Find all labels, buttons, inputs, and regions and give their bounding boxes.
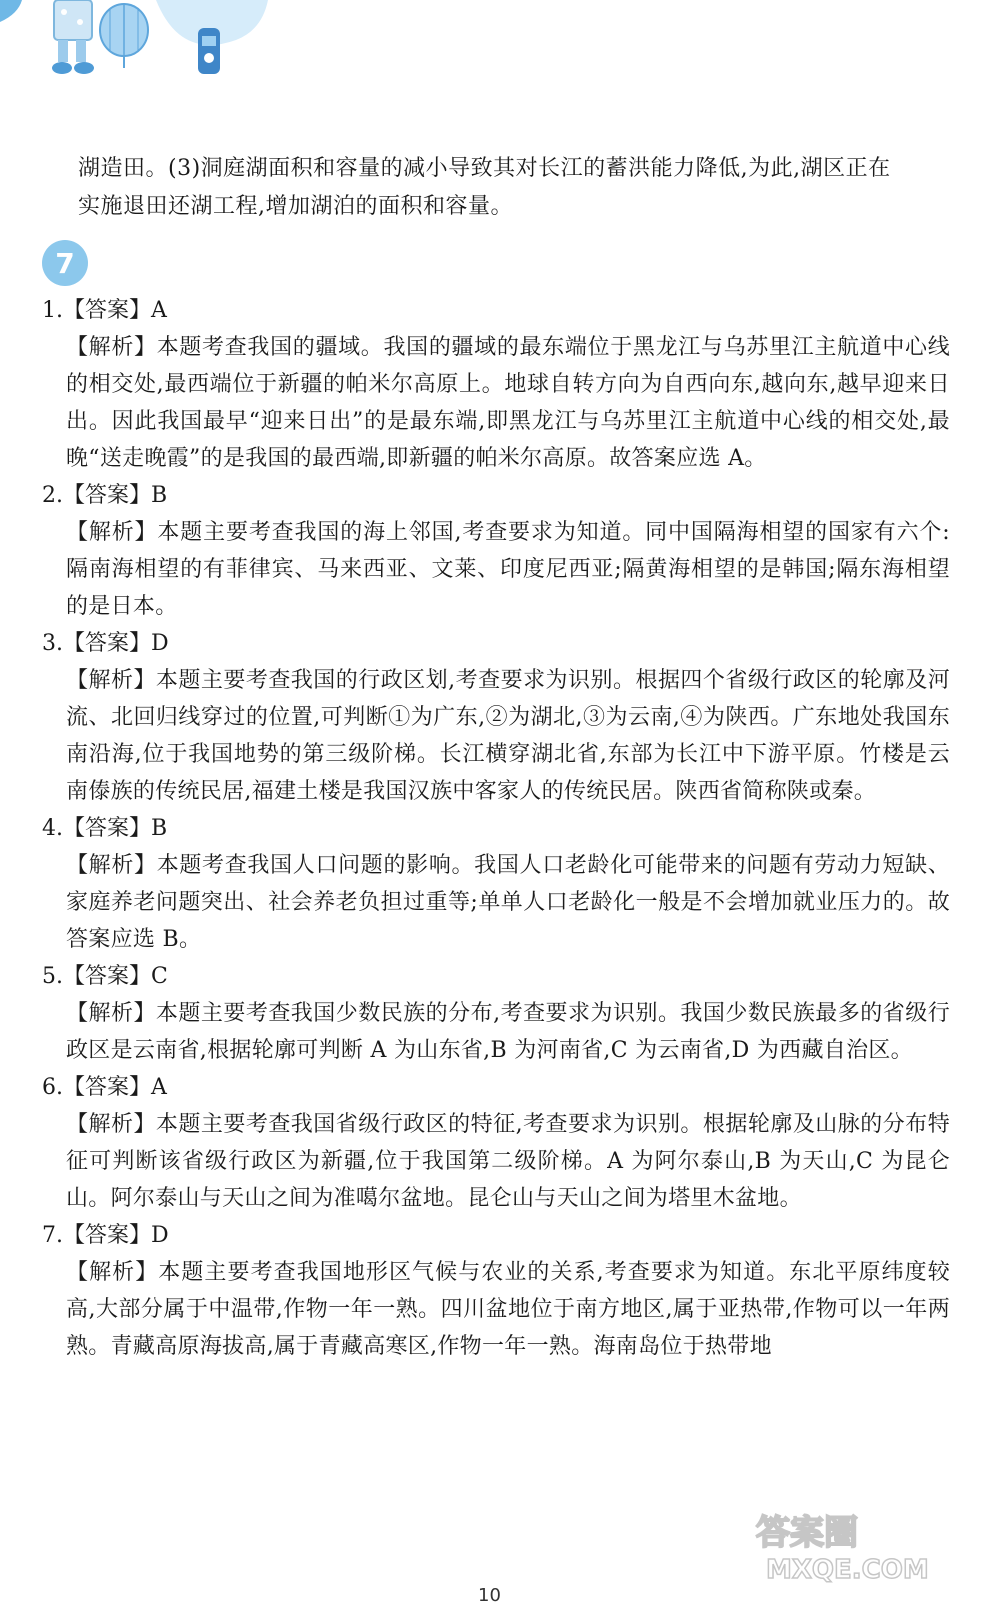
analysis-text: 【解析】本题主要考查我国少数民族的分布,考查要求为识别。我国少数民族最多的省级行政区是云南省,根据轮廓可判断 A 为山东省,B 为河南省,C 为云南省,D 为西藏自治区。 [66,1001,950,1063]
intro-line-2: 实施退田还湖工程,增加湖泊的面积和容量。 [78,194,513,219]
question-4 [42,810,950,958]
analysis-text: 【解析】本题考查我国的疆域。我国的疆域的最东端位于黑龙江与乌苏里江主航道中心线的相交处,最西端位于新疆的帕米尔高原上。地球自转方向为自西向东,越向东,越早迎来日出。因此我国最早“迎来日出”的是最东端,即黑龙江与乌苏里江主航道中心线的相交处,最晚“送走晚霞”的是我国的最西端,即新疆的帕米尔高原。故答案应选 A。 [66,335,950,471]
analysis-text: 【解析】本题主要考查我国的行政区划,考查要求为识别。根据四个省级行政区的轮廓及河流、北回归线穿过的位置,可判断①为广东,②为湖北,③为云南,④为陕西。广东地处我国东南沿海,位于我国地势的第三级阶梯。长江横穿湖北省,东部为长江中下游平原。竹楼是云南傣族的传统民居,福建土楼是我国汉族中客家人的传统民居。陕西省简称陕或秦。 [66,668,950,804]
header-illustration [0,0,290,80]
answer-line: 4.【答案】B [42,816,168,841]
section-number-badge: 7 [42,240,88,286]
page-content [42,150,950,1365]
question-7 [42,1217,950,1365]
svg-text:MXQE.COM: MXQE.COM [766,1555,929,1584]
answer-line: 7.【答案】D [42,1223,169,1248]
page-number: 10 [478,1585,501,1606]
analysis-text: 【解析】本题主要考查我国的海上邻国,考查要求为知道。同中国隔海相望的国家有六个:隔南海相望的有菲律宾、马来西亚、文莱、印度尼西亚;隔黄海相望的是韩国;隔东海相望的是日本。 [66,520,950,619]
question-1 [42,292,950,477]
intro-line-1: 湖造田。(3)洞庭湖面积和容量的减小导致其对长江的蓄洪能力降低,为此,湖区正在 [78,156,891,181]
analysis-text: 【解析】本题考查我国人口问题的影响。我国人口老龄化可能带来的问题有劳动力短缺、家庭养老问题突出、社会养老负担过重等;单单人口老龄化一般是不会增加就业压力的。故答案应选 B。 [66,853,950,952]
analysis-text: 【解析】本题主要考查我国地形区气候与农业的关系,考查要求为知道。东北平原纬度较高,大部分属于中温带,作物一年一熟。四川盆地位于南方地区,属于亚热带,作物可以一年两熟。青藏高原海拔高,属于青藏高寒区,作物一年一熟。海南岛位于热带地 [66,1260,950,1359]
question-6 [42,1069,950,1217]
question-5 [42,958,950,1069]
question-2 [42,477,950,625]
question-3 [42,625,950,810]
answer-line: 5.【答案】C [42,964,168,989]
watermark-logo [752,1504,982,1584]
intro-continuation [66,150,950,226]
answer-line: 6.【答案】A [42,1075,167,1100]
answer-line: 3.【答案】D [42,631,169,656]
svg-text:答案圈: 答案圈 [756,1513,858,1553]
analysis-text: 【解析】本题主要考查我国省级行政区的特征,考查要求为识别。根据轮廓及山脉的分布特征可判断该省级行政区为新疆,位于我国第二级阶梯。A 为阿尔泰山,B 为天山,C 为昆仑山。阿尔泰山与天山之间为准噶尔盆地。昆仑山与天山之间为塔里木盆地。 [66,1112,950,1211]
answer-line: 2.【答案】B [42,483,168,508]
answer-line: 1.【答案】A [42,298,167,323]
